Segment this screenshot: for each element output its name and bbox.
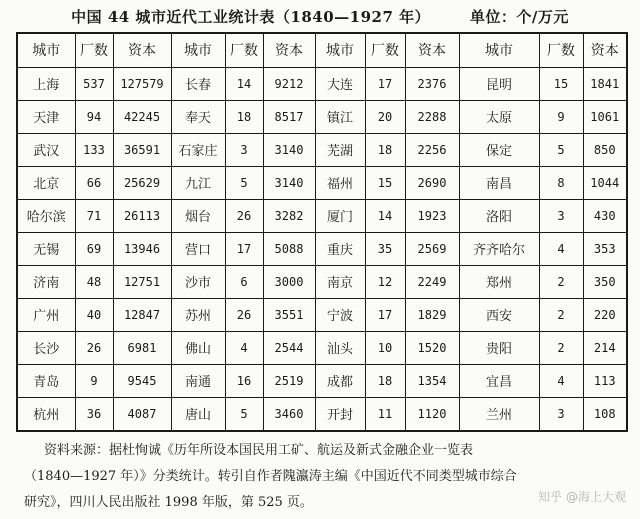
capital-cell: 5088 [263, 232, 315, 265]
capital-cell: 1354 [405, 364, 459, 397]
factory-count-cell: 2 [539, 298, 583, 331]
factory-count-cell: 15 [539, 67, 583, 100]
factory-count-cell: 18 [365, 364, 405, 397]
capital-cell: 3282 [263, 199, 315, 232]
factory-count-cell: 537 [75, 67, 113, 100]
capital-cell: 1923 [405, 199, 459, 232]
factory-count-cell: 11 [365, 397, 405, 431]
table-row [17, 331, 627, 364]
header-cell: 厂数 [365, 33, 405, 67]
header-cell: 资本 [583, 33, 627, 67]
factory-count-cell: 94 [75, 100, 113, 133]
city-cell: 武汉 [17, 133, 75, 166]
city-cell: 芜湖 [315, 133, 365, 166]
factory-count-cell: 40 [75, 298, 113, 331]
city-cell: 石家庄 [171, 133, 225, 166]
factory-count-cell: 14 [225, 67, 263, 100]
city-cell: 烟台 [171, 199, 225, 232]
capital-cell: 350 [583, 265, 627, 298]
capital-cell: 12847 [113, 298, 171, 331]
city-cell: 宁波 [315, 298, 365, 331]
capital-cell: 9545 [113, 364, 171, 397]
header-cell: 城市 [315, 33, 365, 67]
capital-cell: 1520 [405, 331, 459, 364]
capital-cell: 1829 [405, 298, 459, 331]
city-cell: 厦门 [315, 199, 365, 232]
city-cell: 南通 [171, 364, 225, 397]
factory-count-cell: 26 [225, 199, 263, 232]
factory-count-cell: 4 [539, 232, 583, 265]
capital-cell: 2544 [263, 331, 315, 364]
capital-cell: 6981 [113, 331, 171, 364]
city-cell: 青岛 [17, 364, 75, 397]
capital-cell: 2690 [405, 166, 459, 199]
table-title: 中国 44 城市近代工业统计表（1840—1927 年） [71, 8, 431, 26]
factory-count-cell: 133 [75, 133, 113, 166]
city-cell: 奉天 [171, 100, 225, 133]
source-note [24, 438, 624, 516]
city-cell: 贵阳 [459, 331, 539, 364]
capital-cell: 4087 [113, 397, 171, 431]
header-cell: 城市 [171, 33, 225, 67]
factory-count-cell: 4 [225, 331, 263, 364]
factory-count-cell: 71 [75, 199, 113, 232]
city-cell: 郑州 [459, 265, 539, 298]
factory-count-cell: 12 [365, 265, 405, 298]
factory-count-cell: 48 [75, 265, 113, 298]
table-row [17, 298, 627, 331]
factory-count-cell: 5 [539, 133, 583, 166]
factory-count-cell: 18 [225, 100, 263, 133]
capital-cell: 214 [583, 331, 627, 364]
table-row [17, 397, 627, 431]
table-row [17, 67, 627, 100]
city-cell: 昆明 [459, 67, 539, 100]
factory-count-cell: 16 [225, 364, 263, 397]
capital-cell: 3460 [263, 397, 315, 431]
factory-count-cell: 66 [75, 166, 113, 199]
city-cell: 西安 [459, 298, 539, 331]
header-cell: 厂数 [225, 33, 263, 67]
factory-count-cell: 9 [75, 364, 113, 397]
factory-count-cell: 5 [225, 166, 263, 199]
factory-count-cell: 3 [539, 397, 583, 431]
capital-cell: 9212 [263, 67, 315, 100]
factory-count-cell: 20 [365, 100, 405, 133]
city-cell: 九江 [171, 166, 225, 199]
capital-cell: 2376 [405, 67, 459, 100]
factory-count-cell: 14 [365, 199, 405, 232]
city-cell: 沙市 [171, 265, 225, 298]
city-cell: 杭州 [17, 397, 75, 431]
factory-count-cell: 15 [365, 166, 405, 199]
city-cell: 上海 [17, 67, 75, 100]
city-cell: 营口 [171, 232, 225, 265]
factory-count-cell: 2 [539, 265, 583, 298]
capital-cell: 12751 [113, 265, 171, 298]
capital-cell: 36591 [113, 133, 171, 166]
capital-cell: 25629 [113, 166, 171, 199]
city-cell: 重庆 [315, 232, 365, 265]
factory-count-cell: 4 [539, 364, 583, 397]
city-cell: 长沙 [17, 331, 75, 364]
capital-cell: 1841 [583, 67, 627, 100]
header-cell: 厂数 [75, 33, 113, 67]
factory-count-cell: 6 [225, 265, 263, 298]
header-cell: 资本 [263, 33, 315, 67]
capital-cell: 3000 [263, 265, 315, 298]
capital-cell: 3551 [263, 298, 315, 331]
table-body [17, 67, 627, 431]
factory-count-cell: 8 [539, 166, 583, 199]
factory-count-cell: 17 [365, 67, 405, 100]
header-cell: 资本 [113, 33, 171, 67]
capital-cell: 1120 [405, 397, 459, 431]
city-cell: 无锡 [17, 232, 75, 265]
table-row [17, 166, 627, 199]
city-cell: 成都 [315, 364, 365, 397]
capital-cell: 850 [583, 133, 627, 166]
city-cell: 洛阳 [459, 199, 539, 232]
city-cell: 汕头 [315, 331, 365, 364]
unit-label: 单位：个/万元 [469, 8, 569, 26]
city-cell: 齐齐哈尔 [459, 232, 539, 265]
city-cell: 福州 [315, 166, 365, 199]
factory-count-cell: 18 [365, 133, 405, 166]
capital-cell: 1061 [583, 100, 627, 133]
city-cell: 太原 [459, 100, 539, 133]
header-cell: 城市 [459, 33, 539, 67]
table-row [17, 199, 627, 232]
city-cell: 天津 [17, 100, 75, 133]
source-line: （1840—1927 年）》分类统计。转引自作者隗瀛涛主编《中国近代不同类型城市综合 [24, 469, 517, 484]
capital-cell: 2569 [405, 232, 459, 265]
city-cell: 广州 [17, 298, 75, 331]
capital-cell: 1044 [583, 166, 627, 199]
capital-cell: 2249 [405, 265, 459, 298]
source-line: 研究》，四川人民出版社 1998 年版，第 525 页。 [24, 495, 313, 510]
factory-count-cell: 3 [225, 133, 263, 166]
city-industry-table [16, 32, 628, 432]
source-line: 资料来源：据杜恂诚《历年所设本国民用工矿、航运及新式金融企业一览表 [44, 443, 474, 458]
city-cell: 长春 [171, 67, 225, 100]
factory-count-cell: 9 [539, 100, 583, 133]
capital-cell: 2288 [405, 100, 459, 133]
capital-cell: 3140 [263, 133, 315, 166]
factory-count-cell: 2 [539, 331, 583, 364]
city-cell: 保定 [459, 133, 539, 166]
city-cell: 北京 [17, 166, 75, 199]
city-cell: 唐山 [171, 397, 225, 431]
city-cell: 南京 [315, 265, 365, 298]
capital-cell: 430 [583, 199, 627, 232]
watermark: 知乎 @海上大观 [538, 490, 626, 504]
capital-cell: 2256 [405, 133, 459, 166]
capital-cell: 220 [583, 298, 627, 331]
factory-count-cell: 10 [365, 331, 405, 364]
table-header-row [17, 33, 627, 67]
city-cell: 镇江 [315, 100, 365, 133]
city-cell: 苏州 [171, 298, 225, 331]
page-title [0, 6, 640, 27]
city-cell: 宜昌 [459, 364, 539, 397]
header-cell: 资本 [405, 33, 459, 67]
table-row [17, 100, 627, 133]
capital-cell: 26113 [113, 199, 171, 232]
capital-cell: 13946 [113, 232, 171, 265]
factory-count-cell: 35 [365, 232, 405, 265]
city-cell: 济南 [17, 265, 75, 298]
capital-cell: 353 [583, 232, 627, 265]
city-cell: 哈尔滨 [17, 199, 75, 232]
factory-count-cell: 3 [539, 199, 583, 232]
capital-cell: 2519 [263, 364, 315, 397]
capital-cell: 127579 [113, 67, 171, 100]
table-row [17, 364, 627, 397]
factory-count-cell: 17 [225, 232, 263, 265]
factory-count-cell: 69 [75, 232, 113, 265]
capital-cell: 8517 [263, 100, 315, 133]
header-cell: 厂数 [539, 33, 583, 67]
factory-count-cell: 36 [75, 397, 113, 431]
city-cell: 大连 [315, 67, 365, 100]
table-row [17, 133, 627, 166]
factory-count-cell: 5 [225, 397, 263, 431]
header-cell: 城市 [17, 33, 75, 67]
table-row [17, 265, 627, 298]
factory-count-cell: 26 [75, 331, 113, 364]
capital-cell: 113 [583, 364, 627, 397]
capital-cell: 108 [583, 397, 627, 431]
city-cell: 兰州 [459, 397, 539, 431]
capital-cell: 42245 [113, 100, 171, 133]
city-cell: 佛山 [171, 331, 225, 364]
city-cell: 开封 [315, 397, 365, 431]
factory-count-cell: 17 [365, 298, 405, 331]
capital-cell: 3140 [263, 166, 315, 199]
factory-count-cell: 26 [225, 298, 263, 331]
table-row [17, 232, 627, 265]
city-cell: 南昌 [459, 166, 539, 199]
